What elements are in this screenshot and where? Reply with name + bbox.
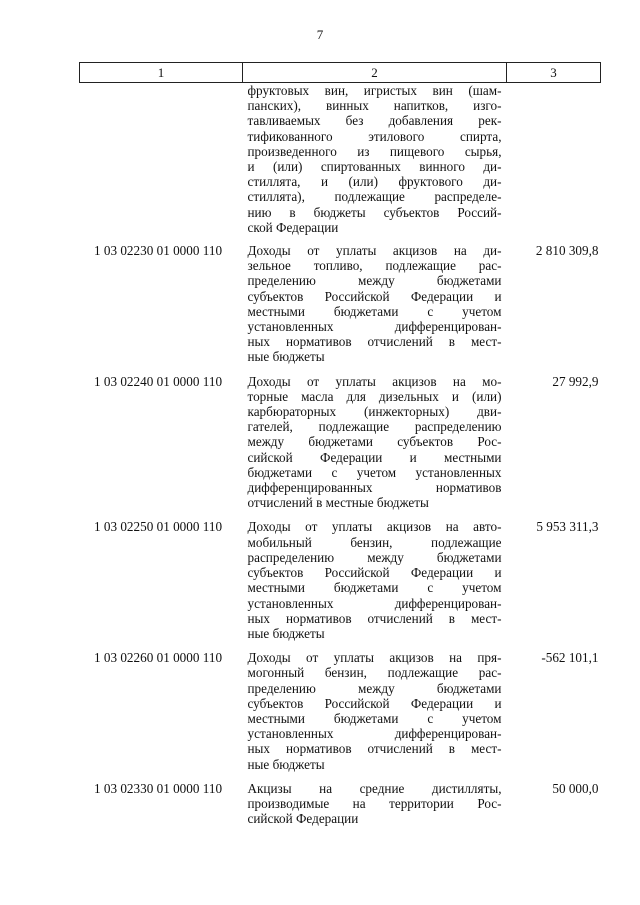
description-line: субъектов Российской Федерации и <box>247 288 502 304</box>
description-cell <box>243 83 507 244</box>
description-line: ные бюджеты <box>247 349 325 365</box>
description-line: произведенного из пищевого сырья, <box>247 143 502 159</box>
revenue-table <box>79 62 601 835</box>
description-line: тавливаемых без добавления рек- <box>247 113 502 129</box>
page-number: 7 <box>316 27 324 42</box>
code-cell <box>80 83 243 244</box>
amount-value: 2 810 309,8 <box>535 243 599 259</box>
description-line: пределению между бюджетами <box>247 680 502 696</box>
description-line: Акцизы на средние дистилляты, <box>247 780 502 796</box>
description-line: ской Федерации <box>247 219 339 235</box>
budget-code: 1 03 02240 01 0000 110 <box>93 373 223 389</box>
description-line: карбюраторных (инжекторных) дви- <box>247 404 502 420</box>
description-line: Доходы от уплаты акцизов на пря- <box>247 650 502 666</box>
description-line: зельное топливо, подлежащие рас- <box>247 258 502 274</box>
table-row <box>80 374 601 520</box>
description-line: Доходы от уплаты акцизов на авто- <box>247 519 502 535</box>
description-line: и (или) спиртованных винного ди- <box>247 159 502 175</box>
description-line: Доходы от уплаты акцизов на мо- <box>247 373 502 389</box>
table-body <box>80 83 601 836</box>
description-cell <box>243 781 507 836</box>
description-line: гателей, подлежащие распределению <box>247 419 502 435</box>
description-line: ные бюджеты <box>247 756 325 772</box>
budget-code: 1 03 02330 01 0000 110 <box>93 780 223 796</box>
description-line: пределению между бюджетами <box>247 273 502 289</box>
description-line: могонный бензин, подлежащие рас- <box>247 665 502 681</box>
description-line: мобильный бензин, подлежащие <box>247 534 502 550</box>
column-header-3: 3 <box>507 63 601 83</box>
description-cell <box>243 519 507 650</box>
table-row <box>80 243 601 374</box>
description-line: ных нормативов отчислений в мест- <box>247 741 502 757</box>
description-line: местными бюджетами с учетом <box>247 710 502 726</box>
table-row <box>80 519 601 650</box>
description-line: местными бюджетами с учетом <box>247 580 502 596</box>
description-cell <box>243 374 507 520</box>
budget-code: 1 03 02250 01 0000 110 <box>93 519 223 535</box>
description-line: установленных дифференцирован- <box>247 319 502 335</box>
continuation-row <box>80 83 601 244</box>
description-line: ные бюджеты <box>247 625 325 641</box>
column-header-1: 1 <box>80 63 243 83</box>
description-line: местными бюджетами с учетом <box>247 303 502 319</box>
description-line: фруктовых вин, игристых вин (шам- <box>247 83 502 98</box>
description-line: тификованного этилового спирта, <box>247 128 502 144</box>
description-line: производимые на территории Рос- <box>247 795 502 811</box>
description-cell <box>243 650 507 781</box>
description-cell <box>243 243 507 374</box>
description-line: между бюджетами субъектов Рос- <box>247 434 502 450</box>
description-line: распределению между бюджетами <box>247 549 502 565</box>
amount-cell <box>507 83 601 244</box>
budget-code: 1 03 02230 01 0000 110 <box>93 243 223 259</box>
description-line: дифференцированных нормативов <box>247 480 502 496</box>
description-line: торные масла для дизельных и (или) <box>247 388 502 404</box>
description-line: установленных дифференцирован- <box>247 595 502 611</box>
description-line: субъектов Российской Федерации и <box>247 695 502 711</box>
description-line: стиллята), подлежащие распределе- <box>247 189 502 205</box>
column-header-2: 2 <box>243 63 507 83</box>
budget-code: 1 03 02260 01 0000 110 <box>93 650 223 666</box>
table-row <box>80 781 601 836</box>
amount-value: -562 101,1 <box>541 650 599 666</box>
amount-value: 5 953 311,3 <box>536 519 599 535</box>
description-line: ных нормативов отчислений в мест- <box>247 334 502 350</box>
description-line: отчислений в местные бюджеты <box>247 495 429 511</box>
description-line: субъектов Российской Федерации и <box>247 565 502 581</box>
description-line: сийской Федерации и местными <box>247 449 502 465</box>
amount-value: 50 000,0 <box>552 780 599 796</box>
table-row <box>80 650 601 781</box>
description-line: бюджетами с учетом установленных <box>247 464 502 480</box>
description-line: панских), винных напитков, изго- <box>247 98 502 114</box>
table-header-row <box>80 63 601 83</box>
description-line: установленных дифференцирован- <box>247 726 502 742</box>
description-line: нию в бюджеты субъектов Россий- <box>247 204 502 220</box>
description-line: сийской Федерации <box>247 811 359 827</box>
description-line: Доходы от уплаты акцизов на ди- <box>247 243 502 259</box>
amount-value: 27 992,9 <box>552 373 599 389</box>
description-line: стиллята, и (или) фруктового ди- <box>247 174 502 190</box>
description-line: ных нормативов отчислений в мест- <box>247 610 502 626</box>
